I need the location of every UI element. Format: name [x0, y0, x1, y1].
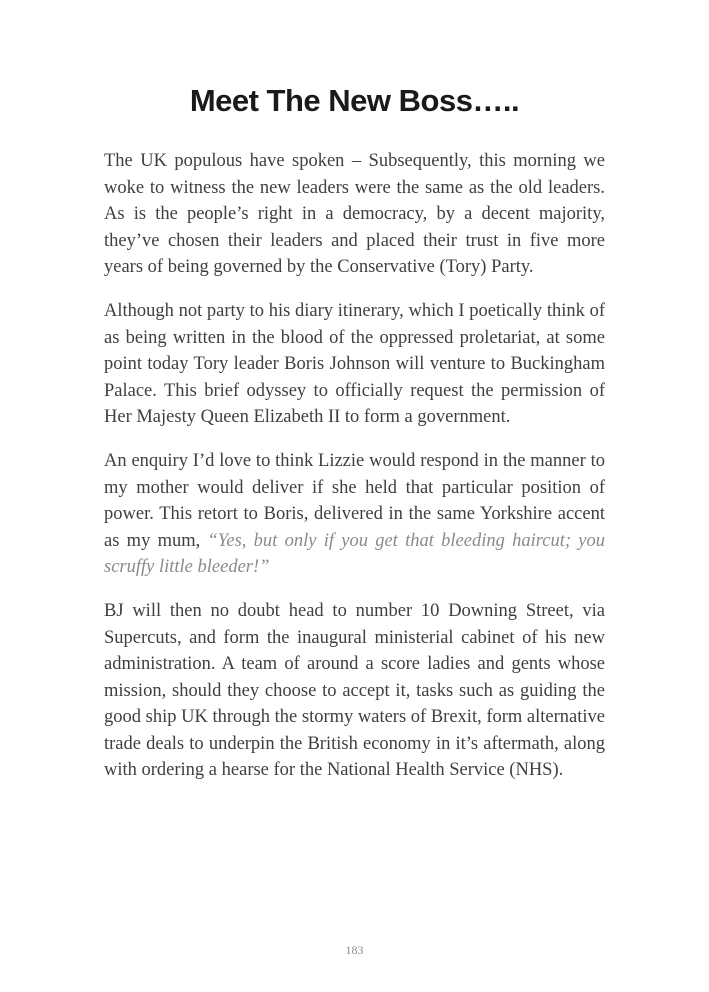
paragraph [104, 448, 605, 581]
paragraph-text: An enquiry I’d love to think Lizzie would respond in the manner to my mother would deliver if she held that particular position of power. This retort to Boris, delivered in the same Yorkshire accent as my mum, [104, 450, 605, 551]
page-number: 183 [345, 943, 364, 957]
paragraph [104, 148, 605, 281]
paragraph-text: BJ will then no doubt head to number 10 Downing Street, via Supercuts, and form the inaugural ministerial cabinet of his new administration. A team of around a score ladies and gents whose mission, should they choose to accept it, tasks such as guiding the good ship UK through the stormy waters of Brexit, form alternative trade deals to underpin the British economy in it’s aftermath, along with ordering a hearse for the National Health Service (NHS). [104, 600, 605, 781]
paragraph [104, 598, 605, 784]
paragraph [104, 298, 605, 431]
quote-text: “Yes, but only if you get that bleeding haircut; you scruffy little bleeder!” [104, 530, 605, 578]
page-title: Meet The New Boss….. [189, 83, 520, 118]
paragraph-text: The UK populous have spoken – Subsequently, this morning we woke to witness the new leaders were the same as the old leaders. As is the people’s right in a democracy, by a decent majority, they’ve chosen their leaders and placed their trust in five more years of being governed by the Conservative (Tory) Party. [104, 151, 605, 278]
paragraph-text: Although not party to his diary itinerary, which I poetically think of as being written in the blood of the oppressed proletariat, at some point today Tory leader Boris Johnson will venture to Buckingham Palace. This brief odyssey to officially request the permission of Her Majesty Queen Elizabeth II to form a government. [104, 300, 605, 428]
